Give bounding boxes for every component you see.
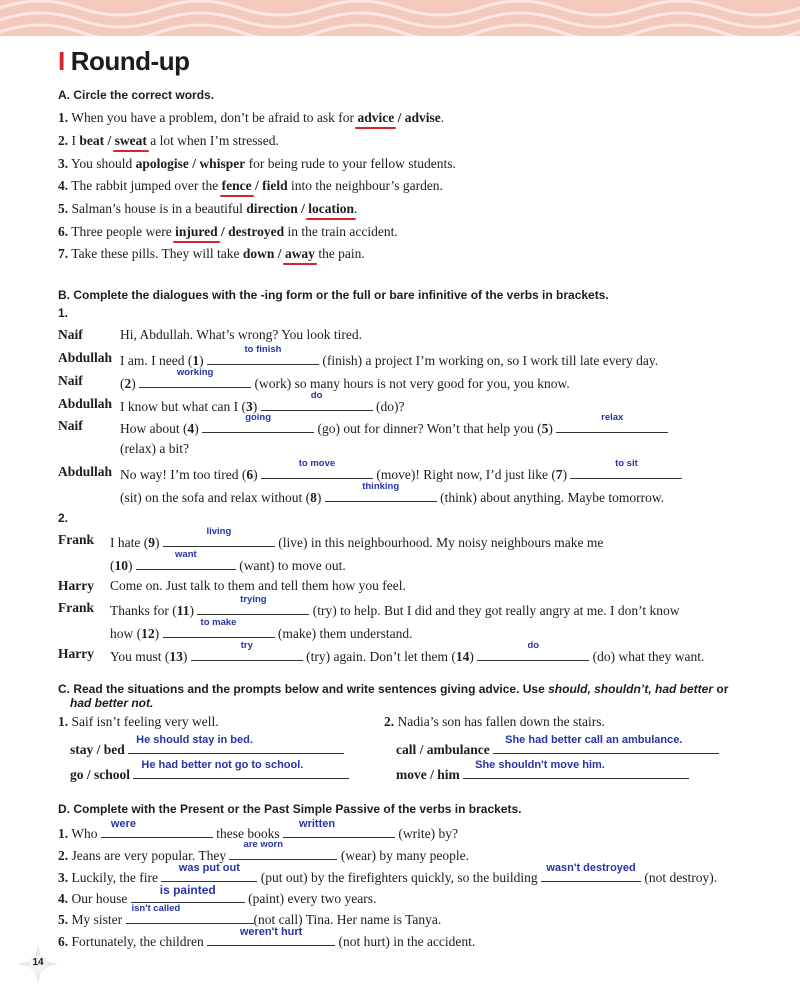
- option-1[interactable]: direction: [246, 201, 298, 216]
- line-text: ): [194, 421, 199, 436]
- item-number: 5.: [58, 912, 69, 927]
- item-number: 6: [246, 467, 254, 482]
- line-text: (move)! Right now, I’d just like (: [376, 467, 556, 482]
- line-text: Salman’s house is in a beautiful: [71, 201, 243, 216]
- line-text: (sit) on the sofa and relax without (: [120, 490, 311, 505]
- answer-text: do: [527, 640, 540, 651]
- line-text: how (: [110, 626, 142, 641]
- line-text: (try) again. Don’t let them (: [306, 649, 456, 664]
- line-text: I hate (: [110, 535, 149, 550]
- line-text: Three people were: [71, 224, 172, 239]
- answer-blank[interactable]: [570, 458, 682, 479]
- item-number: 7.: [58, 246, 69, 261]
- answer-blank[interactable]: [541, 862, 641, 882]
- answer-blank[interactable]: [136, 549, 236, 570]
- line-text: Come on. Just talk to them and tell them how you feel.: [110, 578, 406, 593]
- line-text: My sister: [71, 912, 123, 927]
- item-number: 3.: [58, 156, 69, 171]
- dialogue-line: [120, 481, 665, 506]
- line-text: (paint) every two years.: [248, 891, 377, 906]
- answer-text: want: [175, 549, 197, 560]
- line-text: ): [252, 399, 258, 414]
- dialogue-line: [110, 640, 705, 665]
- option-separator: /: [254, 178, 259, 193]
- section-b-heading: B. Complete the dialogues with the -ing form or the full or bare infinitive of the verbs in brackets.: [58, 288, 609, 302]
- line-text: ): [128, 558, 133, 573]
- line-text: (do) what they want.: [592, 649, 705, 664]
- answer-blank[interactable]: [261, 458, 373, 479]
- line-text: (try) to help. But I did and they got really angry at me. I don’t know: [312, 603, 680, 618]
- heading-text: or: [716, 682, 729, 696]
- item-number: 10: [114, 558, 128, 573]
- line-text: Thanks for (: [110, 603, 177, 618]
- sentence-2: [58, 133, 279, 149]
- item-number: 5.: [58, 201, 69, 216]
- item-number: 12: [141, 626, 155, 641]
- answer-blank[interactable]: [261, 390, 373, 411]
- line-text: the pain.: [318, 246, 365, 261]
- line-text: You must (: [110, 649, 170, 664]
- answer-text: He had better not go to school.: [141, 759, 304, 771]
- speaker: Harry: [58, 578, 94, 593]
- item-number: 4.: [58, 891, 69, 906]
- answer-text: going: [245, 412, 272, 423]
- line-text: ): [182, 649, 188, 664]
- section-d-heading: D. Complete with the Present or the Past Simple Passive of the verbs in brackets.: [58, 802, 522, 816]
- answer-blank[interactable]: [139, 367, 251, 388]
- line-text: (make) them understand.: [277, 626, 413, 641]
- answer-blank[interactable]: [128, 734, 344, 754]
- item-number: 2.: [384, 714, 395, 729]
- answer-text: trying: [240, 594, 267, 605]
- heading-text: C. Read the situations and the prompts below and write sentences giving advice. Use: [58, 682, 545, 696]
- line-text: Hi, Abdullah. What’s wrong? You look tired.: [120, 327, 362, 342]
- page-number-badge: [18, 944, 58, 984]
- option-1[interactable]: beat: [79, 133, 105, 148]
- line-text: (work) so many hours is not very good for you, you know.: [254, 376, 570, 391]
- line-text: (not call) Tina. Her name is Tanya.: [253, 912, 442, 927]
- sentence-6: [58, 224, 398, 240]
- speaker: Naif: [58, 418, 83, 433]
- speaker: Naif: [58, 327, 83, 342]
- speaker: Naif: [58, 373, 83, 388]
- line-text: (write) by?: [398, 826, 458, 841]
- line-text: When you have a problem, don’t be afraid to ask for: [71, 110, 355, 125]
- option-1[interactable]: down: [242, 246, 275, 261]
- answer-blank[interactable]: [101, 818, 213, 838]
- situation-2: [384, 714, 605, 730]
- prompt: call / ambulance: [396, 742, 490, 757]
- option-2[interactable]: away: [284, 246, 315, 261]
- line-text: (not destroy).: [644, 870, 718, 885]
- item-number: 13: [169, 649, 183, 664]
- answer-blank[interactable]: [463, 759, 689, 779]
- speaker: Abdullah: [58, 464, 113, 479]
- line-text: (not hurt) in the accident.: [338, 934, 476, 949]
- answer-text: to move: [298, 458, 336, 469]
- answer-blank[interactable]: [163, 617, 275, 638]
- page-title: [58, 46, 189, 77]
- dialogue-line: [120, 412, 668, 437]
- answer-blank[interactable]: [477, 640, 589, 661]
- speaker: Abdullah: [58, 350, 113, 365]
- dialogue-line: [120, 327, 362, 343]
- line-text: (go) out for dinner? Won’t that help you (: [317, 421, 542, 436]
- answer-blank[interactable]: [191, 640, 303, 661]
- situation-1: [58, 714, 219, 730]
- option-separator: /: [397, 110, 402, 125]
- prompt-row: [396, 759, 689, 783]
- dialogue-line: [110, 578, 406, 594]
- speaker: Abdullah: [58, 396, 113, 411]
- item-number: 5: [541, 421, 549, 436]
- line-text: ): [131, 376, 136, 391]
- option-separator: /: [220, 224, 225, 239]
- item-number: 6.: [58, 224, 69, 239]
- option-1[interactable]: apologise: [135, 156, 189, 171]
- line-text: I know but what can I (: [120, 399, 246, 414]
- prompt-row: [396, 734, 719, 758]
- line-text: Saif isn’t feeling very well.: [71, 714, 219, 729]
- line-text: Who: [71, 826, 98, 841]
- option-separator: /: [192, 156, 197, 171]
- speaker: Frank: [58, 532, 95, 547]
- page-number: 14: [32, 957, 44, 968]
- option-separator: /: [107, 133, 112, 148]
- line-text: (relax) a bit?: [120, 441, 189, 456]
- item-number: 1.: [58, 110, 69, 125]
- option-1[interactable]: injured: [175, 224, 218, 239]
- line-text: (live) in this neighbourhood. My noisy neighbours make me: [278, 535, 604, 550]
- section-c-heading: [58, 682, 728, 696]
- line-text: ): [469, 649, 474, 664]
- answer-text: to finish: [244, 344, 282, 355]
- option-2[interactable]: whisper: [199, 156, 246, 171]
- option-2[interactable]: sweat: [114, 133, 147, 148]
- answer-text: weren't hurt: [239, 926, 303, 938]
- dialogue-1-number: 1.: [58, 306, 69, 320]
- line-text: ): [316, 490, 322, 505]
- line-text: a lot when I’m stressed.: [150, 133, 279, 148]
- option-2[interactable]: field: [262, 178, 288, 193]
- line-text: ): [154, 626, 160, 641]
- item-number: 1.: [58, 714, 69, 729]
- answer-text: were: [110, 818, 136, 830]
- sentence-4: [58, 178, 443, 194]
- heading-emphasis: had better not.: [70, 696, 154, 710]
- answer-blank[interactable]: [493, 734, 719, 754]
- option-separator: /: [301, 201, 305, 216]
- line-text: Fortunately, the children: [71, 934, 204, 949]
- item-number: 3.: [58, 870, 69, 885]
- line-text: (do)?: [375, 399, 405, 414]
- title-text: Round-up: [70, 46, 190, 76]
- answer-text: living: [206, 526, 232, 537]
- line-text: ): [548, 421, 553, 436]
- line-text: How about (: [120, 421, 188, 436]
- prompt: stay / bed: [70, 742, 125, 757]
- option-separator: /: [277, 246, 282, 261]
- line-text: (wear) by many people.: [340, 848, 470, 863]
- line-text: ): [253, 467, 258, 482]
- prompt: move / him: [396, 767, 460, 782]
- answer-blank[interactable]: [229, 839, 337, 860]
- answer-blank[interactable]: [325, 481, 437, 502]
- line-text: (want) to move out.: [239, 558, 346, 573]
- line-text: these books: [216, 826, 280, 841]
- answer-text: wasn't destroyed: [546, 862, 636, 874]
- sentence-5: [58, 201, 357, 217]
- line-text: (: [110, 558, 115, 573]
- option-2[interactable]: advise: [404, 110, 441, 125]
- answer-text: He should stay in bed.: [136, 734, 253, 746]
- exercise-line: [58, 926, 476, 950]
- line-text: (: [120, 376, 125, 391]
- sentence-3: [58, 156, 456, 172]
- item-number: 1: [192, 353, 200, 368]
- answer-blank[interactable]: [556, 412, 668, 433]
- line-text: .: [354, 201, 358, 216]
- line-text: I: [71, 133, 76, 148]
- line-text: (put out) by the firefighters quickly, so the building: [260, 870, 538, 885]
- answer-text: do: [310, 390, 323, 401]
- line-text: into the neighbour’s garden.: [290, 178, 443, 193]
- answer-text: isn't called: [131, 903, 181, 914]
- title-number: I: [58, 46, 65, 76]
- answer-text: are worn: [243, 839, 284, 850]
- item-number: 2.: [58, 848, 69, 863]
- line-text: ): [189, 603, 194, 618]
- answer-text: to sit: [615, 458, 638, 469]
- line-text: in the train accident.: [287, 224, 398, 239]
- item-number: 3: [245, 399, 253, 414]
- line-text: No way! I’m too tired (: [120, 467, 247, 482]
- item-number: 8: [310, 490, 317, 505]
- answer-text: written: [299, 818, 336, 830]
- item-number: 2.: [58, 133, 69, 148]
- line-text: I am. I need (: [120, 353, 193, 368]
- prompt: go / school: [70, 767, 131, 782]
- answer-text: to make: [200, 617, 237, 628]
- answer-text: working: [176, 367, 214, 378]
- option-2[interactable]: location: [308, 201, 354, 216]
- item-number: 9: [148, 535, 155, 550]
- section-a-heading: A. Circle the correct words.: [58, 88, 215, 102]
- dialogue-line: [110, 549, 346, 574]
- speaker: Harry: [58, 646, 94, 661]
- answer-text: thinking: [362, 481, 400, 492]
- item-number: 6.: [58, 934, 69, 949]
- line-text: .: [440, 110, 445, 125]
- line-text: You should: [71, 156, 133, 171]
- line-text: Nadia’s son has fallen down the stairs.: [397, 714, 605, 729]
- dialogue-2-number: 2.: [58, 511, 69, 525]
- line-text: The rabbit jumped over the: [71, 178, 219, 193]
- exercise-line: [58, 839, 470, 864]
- line-text: for being rude to your fellow students.: [248, 156, 456, 171]
- option-1[interactable]: advice: [357, 110, 395, 125]
- prompt-row: [70, 759, 349, 783]
- sentence-1: [58, 110, 444, 126]
- line-text: ): [154, 535, 160, 550]
- line-text: Luckily, the fire: [71, 870, 158, 885]
- answer-blank[interactable]: [161, 862, 257, 882]
- heading-emphasis: should, shouldn’t, had better: [548, 682, 714, 696]
- dialogue-line: [120, 441, 189, 457]
- answer-blank[interactable]: [207, 344, 319, 365]
- speaker: Frank: [58, 600, 95, 615]
- line-text: Our house: [71, 891, 128, 906]
- answer-text: She had better call an ambulance.: [505, 734, 683, 746]
- header-banner: [0, 0, 800, 36]
- answer-text: was put out: [178, 862, 240, 874]
- item-number: 1.: [58, 826, 69, 841]
- answer-blank[interactable]: [283, 818, 395, 838]
- line-text: (finish) a project I’m working on, so I work till late every day.: [322, 353, 659, 368]
- answer-blank[interactable]: [133, 759, 349, 779]
- answer-text: She shouldn't move him.: [475, 759, 605, 771]
- answer-blank[interactable]: [131, 883, 245, 903]
- answer-blank[interactable]: [126, 903, 254, 924]
- line-text: ): [562, 467, 568, 482]
- answer-blank[interactable]: [197, 594, 309, 615]
- answer-blank[interactable]: [202, 412, 314, 433]
- prompt-row: [70, 734, 344, 758]
- item-number: 4: [187, 421, 195, 436]
- item-number: 2: [124, 376, 132, 391]
- answer-blank[interactable]: [207, 926, 335, 946]
- item-number: 14: [455, 649, 470, 664]
- line-text: Take these pills. They will take: [71, 246, 240, 261]
- item-number: 7: [555, 467, 563, 482]
- answer-text: is painted: [159, 883, 216, 897]
- option-1[interactable]: fence: [221, 178, 252, 193]
- item-number: 4.: [58, 178, 69, 193]
- answer-text: relax: [601, 412, 624, 423]
- answer-text: try: [240, 640, 253, 651]
- section-c-heading-cont: [70, 696, 153, 710]
- answer-blank[interactable]: [163, 526, 275, 547]
- option-2[interactable]: destroyed: [228, 224, 285, 239]
- line-text: (think) about anything. Maybe tomorrow.: [440, 490, 665, 505]
- line-text: ): [199, 353, 204, 368]
- item-number: 11: [176, 603, 190, 618]
- line-text: Jeans are very popular. They: [71, 848, 227, 863]
- sentence-7: [58, 246, 365, 262]
